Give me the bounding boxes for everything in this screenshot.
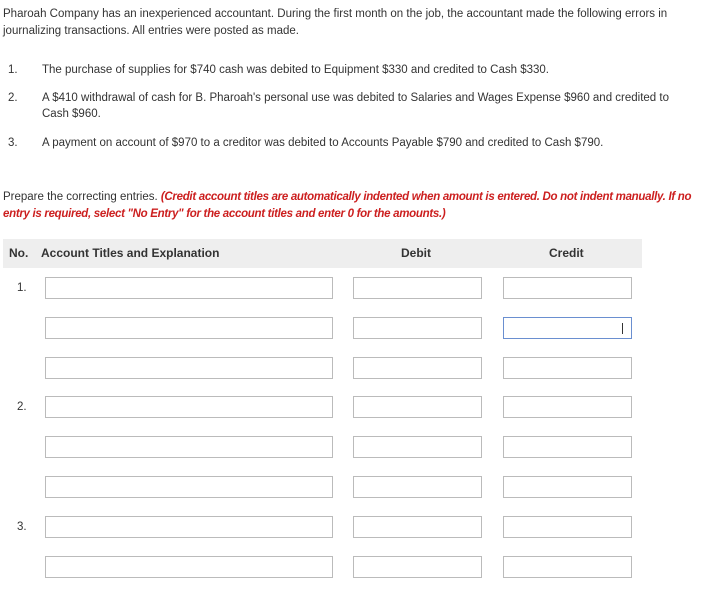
account-title-input[interactable] [45,396,333,418]
credit-input[interactable] [503,556,632,578]
instructions [3,189,708,223]
debit-input[interactable] [353,556,482,578]
credit-input[interactable] [503,317,632,339]
account-title-input[interactable] [45,556,333,578]
credit-input[interactable] [503,396,632,418]
credit-input[interactable] [503,476,632,498]
entry-number-1: 1. [17,282,27,294]
account-title-input[interactable] [45,277,333,299]
credit-input[interactable] [503,516,632,538]
error-number: 2. [8,92,18,104]
debit-input[interactable] [353,476,482,498]
entry-number-2: 2. [17,401,27,413]
error-text: The purchase of supplies for $740 cash was debited to Equipment $330 and credited to Cash $330. [42,64,549,76]
account-title-input[interactable] [45,357,333,379]
column-account-header: Account Titles and Explanation [41,246,220,260]
debit-input[interactable] [353,357,482,379]
account-title-input[interactable] [45,516,333,538]
error-text: A payment on account of $970 to a creditor was debited to Accounts Payable $790 and credited to Cash $790. [42,137,604,149]
text-cursor [622,323,623,334]
credit-input[interactable] [503,277,632,299]
column-credit-header: Credit [549,246,584,260]
debit-input[interactable] [353,317,482,339]
entry-number-3: 3. [17,521,27,533]
instructions-note: (Credit account titles are automatically indented when amount is entered. Do not indent manually. If no entry is required, select "No Entry" for the account titles and enter 0 for the amounts.) [3,191,692,220]
instructions-lead: Prepare the correcting entries. [3,191,161,203]
account-title-input[interactable] [45,317,333,339]
table-header [3,239,642,268]
debit-input[interactable] [353,516,482,538]
account-title-input[interactable] [45,476,333,498]
problem-intro: Pharoah Company has an inexperienced accountant. During the first month on the job, the accountant made the following errors in journalizing transactions. All entries were posted as made. [3,8,668,37]
column-debit-header: Debit [401,246,431,260]
credit-input[interactable] [503,436,632,458]
debit-input[interactable] [353,436,482,458]
debit-input[interactable] [353,277,482,299]
credit-input[interactable] [503,357,632,379]
column-no-header: No. [9,246,29,260]
account-title-input[interactable] [45,436,333,458]
error-text: A $410 withdrawal of cash for B. Pharoah's personal use was debited to Salaries and Wages Expense $960 and credited to Cash $960. [42,92,669,120]
debit-input[interactable] [353,396,482,418]
error-number: 1. [8,64,18,76]
error-number: 3. [8,137,18,149]
